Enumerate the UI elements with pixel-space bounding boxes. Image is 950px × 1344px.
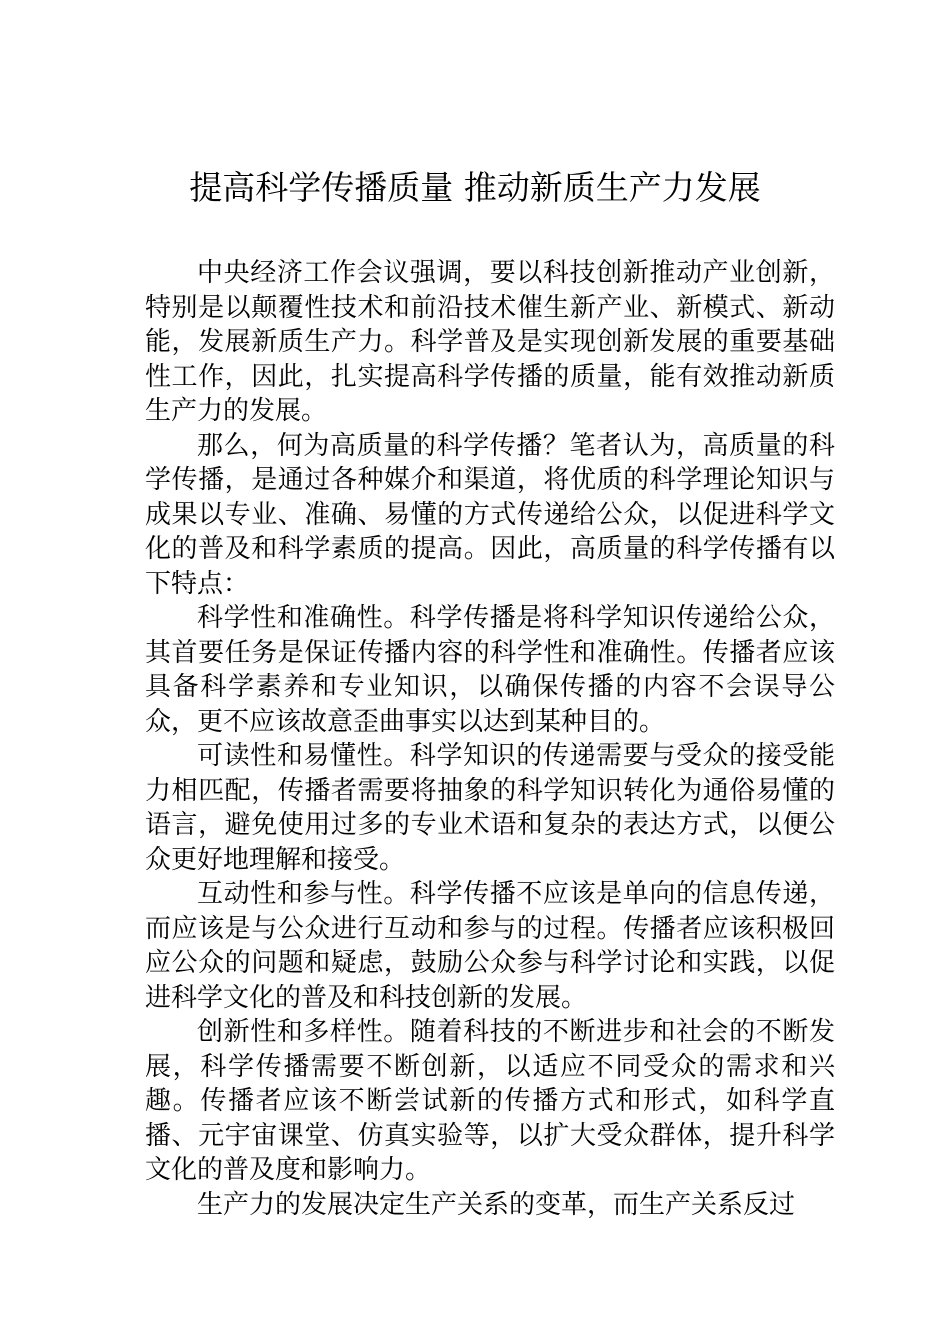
paragraph-scientific-accuracy: 科学性和准确性。科学传播是将科学知识传递给公众，其首要任务是保证传播内容的科学性和准确性。传播者应该具备科学素养和专业知识，以确保传播的内容不会误导公众，更不应该故意歪曲事实以达到某种目的。 <box>145 603 835 737</box>
document-title: 提高科学传播质量 推动新质生产力发展 <box>189 168 761 207</box>
paragraph-productivity: 生产力的发展决定生产关系的变革，而生产关系反过 <box>197 1189 796 1220</box>
paragraph-readability: 可读性和易懂性。科学知识的传递需要与受众的接受能力相匹配，传播者需要将抽象的科学知识转化为通俗易懂的语言，避免使用过多的专业术语和复杂的表达方式，以便公众更好地理解和接受。 <box>145 741 835 875</box>
paragraph-definition: 那么，何为高质量的科学传播？笔者认为，高质量的科学传播，是通过各种媒介和渠道，将优质的科学理论知识与成果以专业、准确、易懂的方式传递给公众，以促进科学文化的普及和科学素质的提高。因此，高质量的科学传播有以下特点： <box>145 430 835 599</box>
paragraph-innovation: 创新性和多样性。随着科技的不断进步和社会的不断发展，科学传播需要不断创新，以适应不同受众的需求和兴趣。传播者应该不断尝试新的传播方式和形式，如科学直播、元宇宙课堂、仿真实验等，以扩大受众群体，提升科学文化的普及度和影响力。 <box>145 1017 835 1185</box>
paragraph-intro: 中央经济工作会议强调，要以科技创新推动产业创新，特别是以颠覆性技术和前沿技术催生新产业、新模式、新动能，发展新质生产力。科学普及是实现创新发展的重要基础性工作，因此，扎实提高科学传播的质量，能有效推动新质生产力的发展。 <box>145 258 835 426</box>
paragraph-interactivity: 互动性和参与性。科学传播不应该是单向的信息传递，而应该是与公众进行互动和参与的过程。传播者应该积极回应公众的问题和疑虑，鼓励公众参与科学讨论和实践，以促进科学文化的普及和科技创新的发展。 <box>145 879 835 1013</box>
document-body <box>145 256 835 1222</box>
